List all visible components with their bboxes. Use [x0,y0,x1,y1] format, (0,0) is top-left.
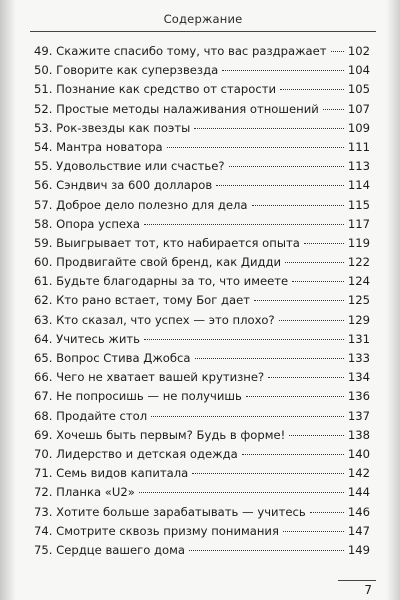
toc-entry-number: 57. [34,197,53,212]
toc-entry-text: Мантра новатора [56,139,163,154]
toc-entry-number: 61. [34,274,53,289]
toc-entry-text: Хочешь быть первым? Будь в форме! [56,427,286,442]
toc-entry-text: Будьте благодарны за то, что имеете [56,274,289,289]
toc-entry [34,215,370,234]
toc-entry [34,445,370,464]
toc-entry-page: 119 [347,235,370,250]
toc-entry-number: 60. [34,255,53,270]
toc-entry-number: 65. [34,351,53,365]
page-edge-shadow-right [386,0,400,600]
toc-entry-text: Смотрите сквозь призму понимания [56,523,279,538]
toc-entry [34,464,370,483]
toc-entry-title [34,215,140,234]
toc-entry-title [34,503,306,522]
toc-entry-number: 68. [34,408,53,423]
toc-entry-text: Кто рано встает, тому Бог дает [56,293,251,308]
toc-entry-page: 107 [347,101,370,116]
toc-entry [34,138,370,157]
toc-entry-number: 54. [34,139,53,154]
toc-entry-text: Учитесь жить [56,331,140,346]
footer-rule [338,580,376,581]
toc-dot-leader [252,205,344,206]
toc-dot-leader [304,243,344,244]
toc-dot-leader [144,339,344,340]
toc-dot-leader [194,128,344,129]
toc-entry-text: Кто сказал, что успех — это плохо? [56,312,275,327]
toc-dot-leader [285,262,344,263]
toc-entry-number: 59. [34,235,53,250]
toc-entry [34,176,370,195]
toc-entry-title [34,42,327,61]
toc-entry-page: 142 [347,466,370,481]
toc-entry [34,157,370,176]
toc-entry-page: 149 [347,542,370,557]
toc-entry-number: 70. [34,446,53,461]
toc-entry [34,100,370,119]
toc-dot-leader [242,454,344,455]
toc-dot-leader [268,377,344,378]
toc-entry-page: 131 [347,331,370,346]
toc-entry-page: 105 [347,82,370,97]
toc-entry-title [34,80,276,99]
toc-entry [34,311,370,330]
toc-entry [34,119,370,138]
toc-entry-page: 109 [347,120,370,135]
toc-entry [34,253,370,272]
toc-entry-page: 111 [347,139,370,154]
toc-entry [34,42,370,61]
toc-entry-text: Опора успеха [56,216,141,231]
toc-entry-number: 67. [34,389,53,404]
toc-entry-number: 73. [34,504,53,519]
toc-entry-text: Сердце вашего дома [56,542,185,557]
toc-dot-leader [292,281,344,282]
toc-entry-title [34,426,285,445]
toc-entry-page: 137 [347,408,370,423]
toc-entry [34,522,370,541]
toc-dot-leader [189,550,344,551]
toc-dot-leader [280,89,344,90]
toc-entry-page: 102 [347,44,370,58]
toc-entry-title [34,522,279,541]
toc-entry-title [34,291,250,310]
toc-entry-number: 64. [34,331,53,346]
toc-entry [34,291,370,310]
toc-dot-leader [331,51,344,52]
toc-entry [34,483,370,502]
toc-entry-title [34,100,319,119]
toc-dot-leader [144,224,344,225]
toc-entry-page: 129 [347,312,370,327]
toc-entry-title [34,541,185,560]
toc-entry-title [34,330,140,349]
toc-entry [34,234,370,253]
toc-dot-leader [192,473,344,474]
toc-entry [34,330,370,349]
toc-entry-number: 53. [34,120,53,135]
toc-entry-text: Говорите как суперзвезда [56,63,219,78]
toc-entry-page: 140 [347,446,370,461]
toc-entry-page: 125 [347,293,370,308]
toc-entry-number: 50. [34,63,53,78]
toc-entry-number: 58. [34,216,53,231]
toc-entry-text: Продайте стол [56,408,148,423]
running-head: Содержание [163,12,243,26]
toc-entry-title [34,119,190,138]
toc-entry-text: Доброе дело полезно для дела [56,197,248,212]
toc-entry-number: 63. [34,312,53,327]
toc-entry [34,80,370,99]
toc-entry-page: 115 [347,197,370,212]
toc-entry-text: Чего не хватает вашей крутизне? [56,370,265,385]
toc-entry-page: 104 [347,63,370,78]
toc-entry [34,503,370,522]
header-rule [30,31,376,32]
page-edge-shadow-left [0,0,16,600]
toc-dot-leader [310,512,344,513]
toc-entry-text: Вопрос Стива Джобса [56,351,191,365]
toc-entry-title [34,61,218,80]
toc-entry-page: 124 [347,274,370,289]
toc-entry-title [34,311,275,330]
toc-entry-text: Продвигайте свой бренд, как Дидди [56,255,282,270]
toc-entry [34,349,370,368]
toc-entry-number: 66. [34,370,53,385]
toc-entry-title [34,234,300,253]
toc-entry-text: Познание как средство от старости [56,82,277,97]
toc-entry-number: 69. [34,427,53,442]
toc-entry [34,541,370,560]
toc-entry-number: 74. [34,523,53,538]
toc-dot-leader [254,300,344,301]
toc-entry-page: 138 [347,427,370,442]
toc-dot-leader [289,435,344,436]
toc-entry-title [34,387,242,406]
toc-entry-title [34,157,225,176]
toc-dot-leader [279,320,344,321]
toc-entry [34,426,370,445]
toc-dot-leader [222,70,344,71]
toc-entry-number: 72. [34,485,53,500]
page-number: 7 [364,583,372,597]
toc-entry-page: 146 [347,504,370,519]
toc-dot-leader [167,147,344,148]
toc-dot-leader [283,531,344,532]
toc-entry-number: 55. [34,159,53,174]
toc-entry-text: Сэндвич за 600 долларов [56,178,213,193]
toc-entry-number: 62. [34,293,53,308]
toc-entry-page: 136 [347,389,370,404]
toc-entry-title [34,196,248,215]
toc-entry-title [34,483,135,502]
toc-entry-text: Рок-звезды как поэты [56,120,191,135]
table-of-contents [34,42,370,560]
toc-entry-page: 117 [347,216,370,231]
toc-entry-title [34,445,238,464]
toc-entry-title [34,464,188,483]
toc-dot-leader [229,166,344,167]
toc-entry-text: Семь видов капитала [56,466,189,481]
toc-dot-leader [151,416,344,417]
toc-entry-title [34,349,191,368]
toc-dot-leader [139,492,344,493]
toc-entry-page: 122 [347,255,370,270]
toc-entry-title [34,407,147,426]
toc-entry-text: Хотите больше зарабатывать — учитесь [56,504,306,519]
toc-entry-page: 134 [347,370,370,385]
toc-dot-leader [246,396,344,397]
toc-entry-page: 133 [347,351,370,365]
toc-dot-leader [195,358,344,359]
toc-dot-leader [216,185,344,186]
toc-entry-text: Планка «U2» [56,485,135,500]
toc-entry-title [34,253,281,272]
toc-entry-number: 49. [34,44,53,58]
toc-entry-number: 56. [34,178,53,193]
toc-entry-title [34,176,212,195]
toc-entry-number: 52. [34,101,53,116]
toc-entry-page: 113 [347,159,370,174]
toc-entry [34,407,370,426]
toc-entry-number: 75. [34,542,53,557]
toc-entry-text: Выигрывает тот, кто набирается опыта [56,235,300,250]
toc-entry-title [34,272,288,291]
toc-entry-number: 71. [34,466,53,481]
toc-entry [34,61,370,80]
toc-entry [34,368,370,387]
toc-entry-title [34,368,264,387]
toc-entry-text: Скажите спасибо тому, что вас раздражает [56,44,327,58]
toc-entry [34,196,370,215]
toc-entry-text: Не попросишь — не получишь [56,389,242,404]
toc-entry-page: 114 [347,178,370,193]
toc-dot-leader [323,109,344,110]
toc-entry-text: Простые методы налаживания отношений [56,101,319,116]
toc-entry-page: 147 [347,523,370,538]
toc-entry-number: 51. [34,82,53,97]
toc-entry-text: Лидерство и детская одежда [56,446,238,461]
toc-entry-page: 144 [347,485,370,500]
toc-entry-text: Удовольствие или счастье? [56,159,225,174]
toc-entry [34,387,370,406]
toc-entry [34,272,370,291]
toc-entry-title [34,138,163,157]
